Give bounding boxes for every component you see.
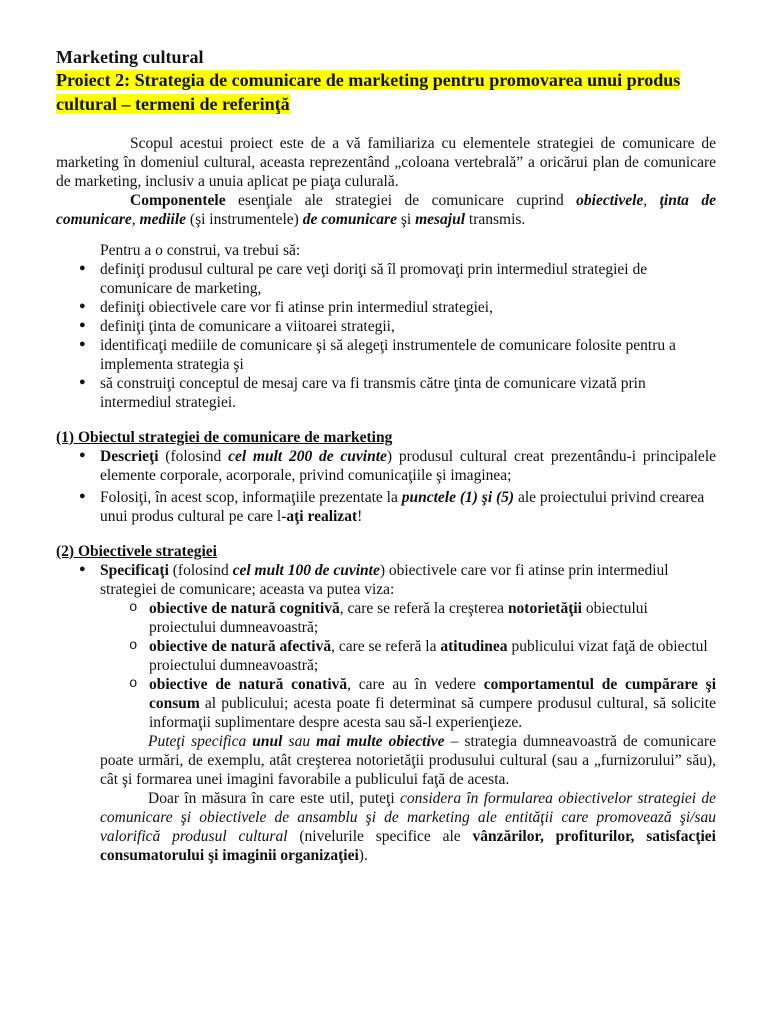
list-item: ● Folosiţi, în acest scop, informaţiile prezentate la punctele (1) şi (5) ale proiectului privind crearea unui produs cultural pe care l-aţi realizat! xyxy=(56,488,716,526)
course-name: Marketing cultural xyxy=(56,47,204,67)
components-paragraph: Componentele esenţiale ale strategiei de comunicare cuprind obiectivele, ţinta de comunicare, mediile (şi instrumentele) de comunicare şi mesajul transmis. xyxy=(56,192,717,228)
list-item: ● Specificaţi (folosind cel mult 100 de cuvinte) obiectivele care vor fi atinse prin intermediul strategiei de comunicare; aceasta va putea viza: xyxy=(56,561,716,599)
title-highlight: Proiect 2: Strategia de comunicare de marketing pentru promovarea unui produs cultural – termeni de referinţă xyxy=(56,70,681,114)
objectives-sublist xyxy=(56,599,716,732)
build-intro: Pentru a o construi, va trebui să: xyxy=(100,242,301,259)
list-item: ● identificaţi mediile de comunicare şi să alegeţi instrumentele de comunicare folosite pentru a implementa strategia şi xyxy=(56,336,716,374)
list-item: o obiective de natură cognitivă, care se referă la creşterea notorietăţii obiectului proiectului dumneavoastră; xyxy=(56,599,716,637)
build-list xyxy=(56,260,716,412)
section-1-list xyxy=(56,447,716,526)
list-item: ● definiţi ţinta de comunicare a viitoarei strategii, xyxy=(56,317,716,336)
multiple-objectives-paragraph: Puteţi specifica unul sau mai multe obiective – strategia dumneavoastră de comunicare poate urmări, de exemplu, atât creşterea notorietăţii produsului cultural (sau a „furnizorului” său), cât şi formarea unei imagini favorabile a publicului faţă de acesta. xyxy=(100,733,716,788)
section-2-heading: (2) Obiectivele strategiei xyxy=(56,543,217,560)
list-item: o obiective de natură conativă, care au în vedere comportamentul de cumpărare şi consum al publicului; acesta poate fi determinat să cumpere produsul cultural, să solicite informaţii suplimentare despre acesta sau să-l experienţieze. xyxy=(56,675,716,732)
list-item: ● Descrieţi (folosind cel mult 200 de cuvinte) produsul cultural creat prezentându-i principalele elemente corporale, acorporale, privind comunicaţiile şi imaginea; xyxy=(56,447,716,485)
section-2-list xyxy=(56,561,716,599)
overall-objectives-paragraph: Doar în măsura în care este util, puteţi considera în formularea obiectivelor strategiei de comunicare şi obiectivele de ansamblu şi de marketing ale entităţii care promovează şi/sau valorifică produsul cultural (nivelurile specifice ale vânzărilor, profiturilor, satisfacţiei consumatorului şi imaginii organizaţiei). xyxy=(100,790,716,864)
list-item: ● să construiţi conceptul de mesaj care va fi transmis către ţinta de comunicare vizată prin intermediul strategiei. xyxy=(56,374,716,412)
list-item: ● definiţi produsul cultural pe care veţi doriţi să îl promovaţi prin intermediul strategiei de comunicare de marketing, xyxy=(56,260,716,298)
intro-paragraph: Scopul acestui proiect este de a vă familiariza cu elementele strategiei de comunicare de marketing în domeniul cultural, aceasta reprezentând „coloana vertebrală” a oricărui plan de comunicare de marketing, inclusiv a unuia aplicat pe piaţa culurală. xyxy=(56,135,716,190)
list-item: o obiective de natură afectivă, care se referă la atitudinea publicului vizat faţă de obiectul proiectului dumneavoastră; xyxy=(56,637,716,675)
list-item: ● definiţi obiectivele care vor fi atinse prin intermediul strategiei, xyxy=(56,298,716,317)
page-title xyxy=(56,68,716,116)
section-1-heading: (1) Obiectul strategiei de comunicare de marketing xyxy=(56,429,393,446)
document-page xyxy=(56,46,716,865)
